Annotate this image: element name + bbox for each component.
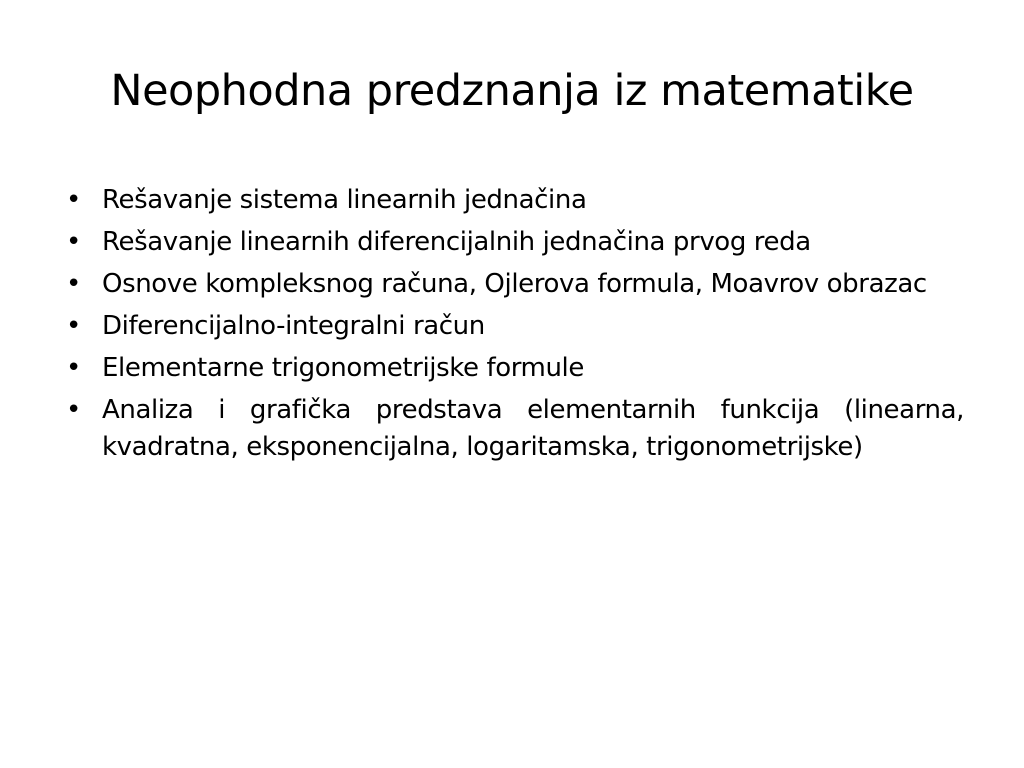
bullet-marker: • <box>66 395 81 425</box>
bullet-marker: • <box>66 353 81 383</box>
bullet-item-complex <box>62 266 964 303</box>
bullet-marker: • <box>66 227 81 257</box>
bullet-marker: • <box>66 185 81 215</box>
bullet-text: Elementarne trigonometrijske formule <box>102 353 584 383</box>
bullet-item-functions <box>62 392 964 466</box>
bullet-marker: • <box>66 311 81 341</box>
bullet-text: Analiza i grafička predstava elementarnih funkcija (linearna, kvadratna, eksponencijalna, logaritamska, trigonometrijske) <box>102 395 964 462</box>
bullet-text: Diferencijalno-integralni račun <box>102 311 485 341</box>
bullet-list <box>62 182 964 471</box>
slide-title: Neophodna predznanja iz matematike <box>110 66 914 116</box>
bullet-text: Osnove kompleksnog računa, Ojlerova formula, Moavrov obrazac <box>102 269 927 299</box>
bullet-item-calculus <box>62 308 964 345</box>
bullet-text: Rešavanje sistema linearnih jednačina <box>102 185 587 215</box>
bullet-item-differential <box>62 224 964 261</box>
bullet-text: Rešavanje linearnih diferencijalnih jednačina prvog reda <box>102 227 811 257</box>
bullet-marker: • <box>66 269 81 299</box>
bullet-item-trigonometry <box>62 350 964 387</box>
bullet-item-systems <box>62 182 964 219</box>
